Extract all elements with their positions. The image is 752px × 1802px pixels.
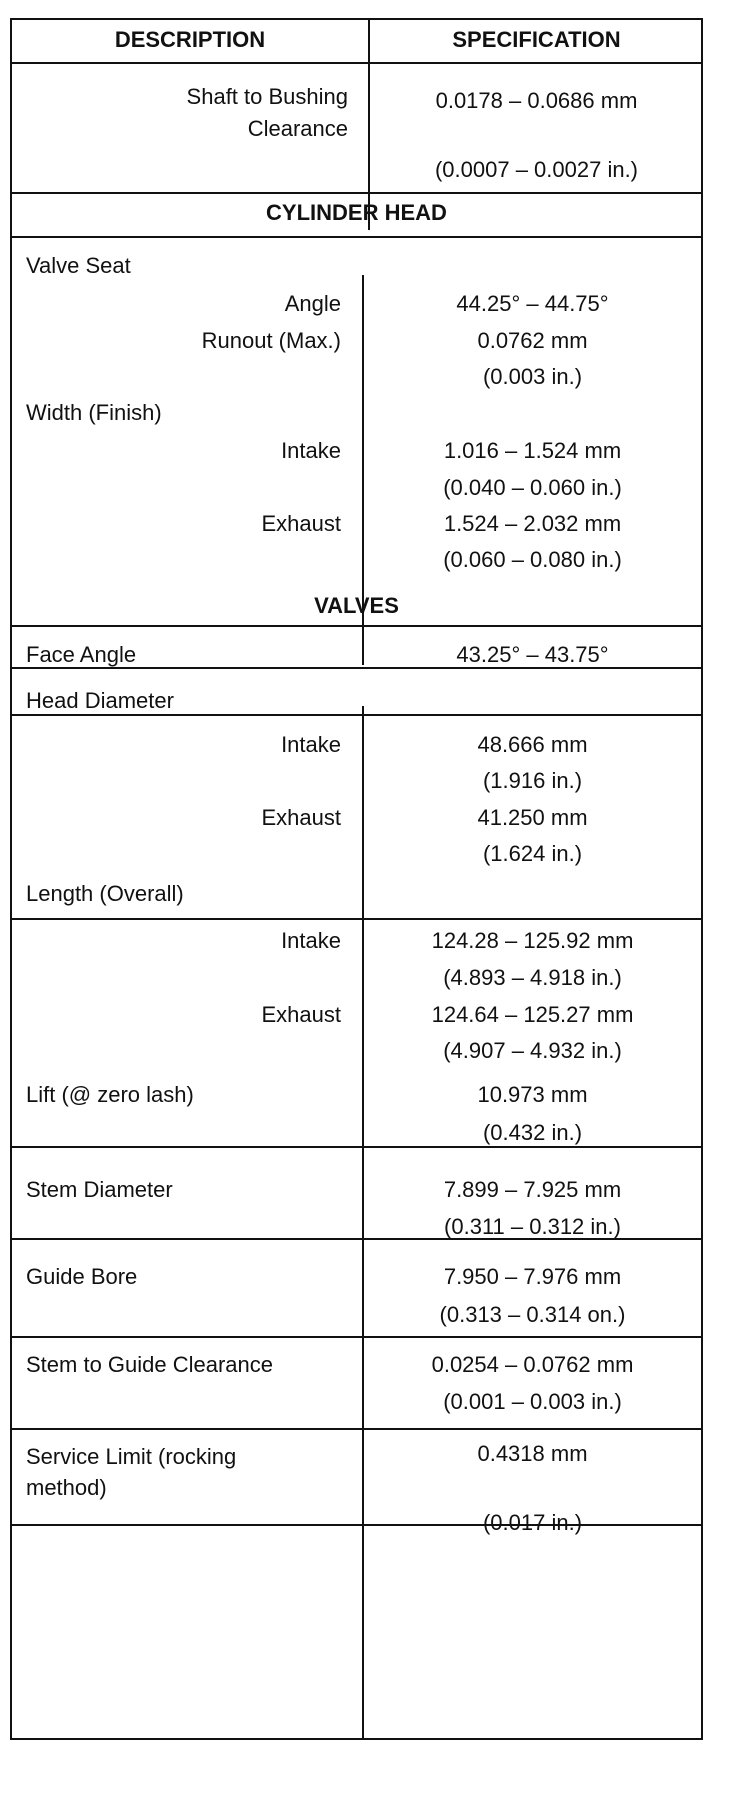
length-exhaust-mm: 124.64 – 125.27 mm [431, 1002, 634, 1027]
specification-header: SPECIFICATION [452, 27, 621, 52]
row-divider [12, 714, 701, 716]
angle-label: Angle [284, 291, 341, 316]
seat-exhaust-in: (0.060 – 0.080 in.) [443, 547, 622, 572]
runout-label: Runout (Max.) [201, 328, 341, 353]
head-intake-in: (1.916 in.) [482, 768, 583, 793]
row-divider [12, 192, 701, 194]
length-exhaust-label: Exhaust [261, 1002, 341, 1027]
service-limit-label-line2: method) [26, 1475, 107, 1500]
angle-value: 44.25° – 44.75° [456, 291, 609, 316]
stem-diameter-in: (0.311 – 0.312 in.) [444, 1214, 621, 1239]
lift-mm: 10.973 mm [477, 1082, 588, 1107]
head-intake-label: Intake [281, 732, 341, 757]
width-finish-label: Width (Finish) [26, 400, 162, 425]
shaft-label-line2: Clearance [247, 116, 348, 141]
shaft-value-mm: 0.0178 – 0.0686 mm [435, 88, 638, 113]
valve-seat-label: Valve Seat [26, 253, 131, 278]
guide-bore-in: (0.313 – 0.314 on.) [439, 1302, 626, 1327]
row-divider [12, 625, 701, 627]
face-angle-label: Face Angle [26, 642, 137, 667]
section-title-cylinder-head: CYLINDER HEAD [266, 200, 447, 225]
shaft-value-in: (0.0007 – 0.0027 in.) [434, 157, 639, 182]
row-divider [12, 62, 701, 64]
row-divider [12, 918, 701, 920]
row-divider [12, 1336, 701, 1338]
seat-exhaust-mm: 1.524 – 2.032 mm [443, 511, 622, 536]
seat-intake-label: Intake [281, 438, 341, 463]
lift-label: Lift (@ zero lash) [26, 1082, 194, 1107]
runout-value-in: (0.003 in.) [482, 364, 583, 389]
stem-guide-clearance-mm: 0.0254 – 0.0762 mm [431, 1352, 634, 1377]
face-angle-value: 43.25° – 43.75° [456, 642, 609, 667]
length-intake-in: (4.893 – 4.918 in.) [443, 965, 622, 990]
seat-intake-mm: 1.016 – 1.524 mm [443, 438, 622, 463]
length-overall-label: Length (Overall) [26, 881, 184, 906]
seat-exhaust-label: Exhaust [261, 511, 341, 536]
head-exhaust-in: (1.624 in.) [482, 841, 583, 866]
stem-diameter-label: Stem Diameter [26, 1177, 173, 1202]
seat-intake-in: (0.040 – 0.060 in.) [443, 475, 622, 500]
runout-value-mm: 0.0762 mm [477, 328, 588, 353]
lift-in: (0.432 in.) [482, 1120, 583, 1145]
service-limit-in: (0.017 in.) [482, 1510, 583, 1535]
length-intake-label: Intake [281, 928, 341, 953]
head-exhaust-mm: 41.250 mm [477, 805, 588, 830]
row-divider [12, 1428, 701, 1430]
head-exhaust-label: Exhaust [261, 805, 341, 830]
stem-diameter-mm: 7.899 – 7.925 mm [443, 1177, 622, 1202]
guide-bore-mm: 7.950 – 7.976 mm [443, 1264, 622, 1289]
service-limit-mm: 0.4318 mm [477, 1441, 588, 1466]
guide-bore-label: Guide Bore [26, 1264, 138, 1289]
stem-guide-clearance-label: Stem to Guide Clearance [26, 1352, 274, 1377]
shaft-label-line1: Shaft to Bushing [186, 84, 348, 109]
description-header: DESCRIPTION [114, 27, 266, 52]
section-title-valves: VALVES [314, 593, 399, 618]
head-diameter-label: Head Diameter [26, 688, 174, 713]
spec-table [10, 18, 703, 1740]
service-limit-label-line1: Service Limit (rocking [26, 1444, 237, 1469]
length-exhaust-in: (4.907 – 4.932 in.) [443, 1038, 622, 1063]
stem-guide-clearance-in: (0.001 – 0.003 in.) [443, 1389, 622, 1414]
row-divider [12, 1146, 701, 1148]
row-divider [12, 236, 701, 238]
head-intake-mm: 48.666 mm [477, 732, 588, 757]
length-intake-mm: 124.28 – 125.92 mm [431, 928, 634, 953]
